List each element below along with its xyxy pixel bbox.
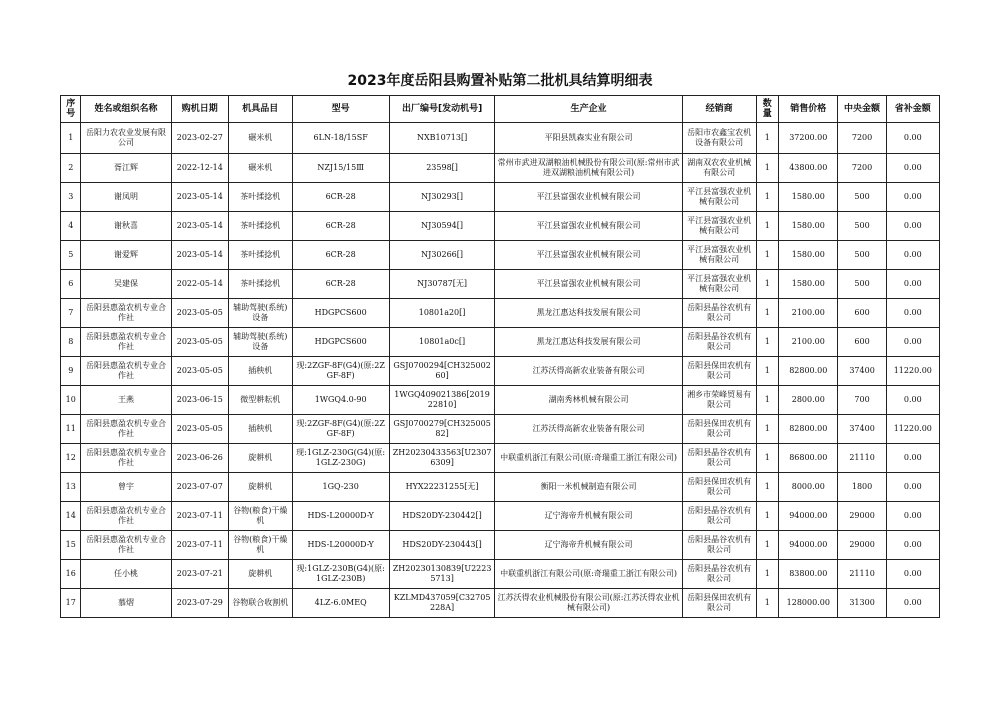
cell-sale-price: 83800.00 xyxy=(779,560,838,589)
cell-serial-number: NXB10713[] xyxy=(389,123,495,154)
cell-name: 曾宇 xyxy=(81,473,171,502)
cell-machine-category: 茶叶揉捻机 xyxy=(228,183,292,212)
cell-provincial-subsidy: 0.00 xyxy=(886,589,939,618)
cell-name: 岳阳县惠盈农机专业合作社 xyxy=(81,531,171,560)
cell-purchase-date: 2023-05-14 xyxy=(171,212,228,241)
cell-serial-number: 1WGQ409021386[201922810] xyxy=(389,386,495,415)
cell-provincial-subsidy: 11220.00 xyxy=(886,357,939,386)
cell-provincial-subsidy: 0.00 xyxy=(886,502,939,531)
cell-provincial-subsidy: 0.00 xyxy=(886,444,939,473)
cell-purchase-date: 2023-07-21 xyxy=(171,560,228,589)
cell-purchase-date: 2023-06-15 xyxy=(171,386,228,415)
cell-machine-category: 谷物(粮食)干燥机 xyxy=(228,502,292,531)
cell-name: 任小桃 xyxy=(81,560,171,589)
cell-serial-number: HDS20DY-230442[] xyxy=(389,502,495,531)
cell-central-subsidy: 600 xyxy=(838,299,886,328)
cell-quantity: 1 xyxy=(756,241,779,270)
cell-manufacturer: 江苏沃得农业机械股份有限公司(原:江苏沃得农业机械有限公司) xyxy=(495,589,682,618)
cell-manufacturer: 中联重机浙江有限公司(原:奇瑞重工浙江有限公司) xyxy=(495,444,682,473)
cell-serial-number: GSJ0700294[CH32500260] xyxy=(389,357,495,386)
cell-name: 岳阳县惠盈农机专业合作社 xyxy=(81,502,171,531)
table-row xyxy=(61,270,940,299)
cell-index: 8 xyxy=(61,328,81,357)
cell-serial-number: 23598[] xyxy=(389,154,495,183)
header-serial-number: 出厂编号[发动机号] xyxy=(389,96,495,123)
page-title: 2023年度岳阳县购置补贴第二批机具结算明细表 xyxy=(347,73,653,89)
cell-dealer: 平江县富强农业机械有限公司 xyxy=(682,241,756,270)
cell-sale-price: 82800.00 xyxy=(779,415,838,444)
cell-purchase-date: 2023-05-05 xyxy=(171,328,228,357)
cell-index: 13 xyxy=(61,473,81,502)
cell-dealer: 岳阳县晶谷农机有限公司 xyxy=(682,502,756,531)
cell-index: 5 xyxy=(61,241,81,270)
cell-central-subsidy: 21110 xyxy=(838,444,886,473)
cell-purchase-date: 2023-05-14 xyxy=(171,183,228,212)
cell-purchase-date: 2023-07-11 xyxy=(171,531,228,560)
cell-name: 王燕 xyxy=(81,386,171,415)
cell-machine-category: 插秧机 xyxy=(228,415,292,444)
header-machine-category: 机具品目 xyxy=(228,96,292,123)
cell-dealer: 岳阳县保田农机有限公司 xyxy=(682,357,756,386)
cell-quantity: 1 xyxy=(756,531,779,560)
cell-purchase-date: 2023-07-29 xyxy=(171,589,228,618)
cell-purchase-date: 2023-07-07 xyxy=(171,473,228,502)
cell-index: 17 xyxy=(61,589,81,618)
cell-index: 4 xyxy=(61,212,81,241)
cell-provincial-subsidy: 0.00 xyxy=(886,531,939,560)
cell-index: 9 xyxy=(61,357,81,386)
table-row xyxy=(61,241,940,270)
cell-sale-price: 2800.00 xyxy=(779,386,838,415)
cell-central-subsidy: 37400 xyxy=(838,415,886,444)
cell-manufacturer: 黑龙江惠达科技发展有限公司 xyxy=(495,299,682,328)
cell-manufacturer: 湖南秀林机械有限公司 xyxy=(495,386,682,415)
cell-name: 谢秋喜 xyxy=(81,212,171,241)
table-row xyxy=(61,531,940,560)
cell-serial-number: ZH20230130839[U22235713] xyxy=(389,560,495,589)
cell-sale-price: 86800.00 xyxy=(779,444,838,473)
cell-machine-category: 微型耕耘机 xyxy=(228,386,292,415)
cell-sale-price: 128000.00 xyxy=(779,589,838,618)
cell-serial-number: 10801a20[] xyxy=(389,299,495,328)
cell-manufacturer: 平江县富强农业机械有限公司 xyxy=(495,183,682,212)
header-manufacturer: 生产企业 xyxy=(495,96,682,123)
cell-dealer: 平江县富强农业机械有限公司 xyxy=(682,270,756,299)
table-row xyxy=(61,502,940,531)
cell-quantity: 1 xyxy=(756,560,779,589)
cell-manufacturer: 平阳县凯森实业有限公司 xyxy=(495,123,682,154)
cell-sale-price: 1580.00 xyxy=(779,212,838,241)
cell-model: 6CR-28 xyxy=(292,183,389,212)
cell-dealer: 岳阳市农鑫宝农机设备有限公司 xyxy=(682,123,756,154)
cell-machine-category: 旋耕机 xyxy=(228,560,292,589)
cell-quantity: 1 xyxy=(756,212,779,241)
cell-provincial-subsidy: 0.00 xyxy=(886,154,939,183)
cell-provincial-subsidy: 0.00 xyxy=(886,241,939,270)
cell-sale-price: 82800.00 xyxy=(779,357,838,386)
header-dealer: 经销商 xyxy=(682,96,756,123)
cell-manufacturer: 黑龙江惠达科技发展有限公司 xyxy=(495,328,682,357)
cell-central-subsidy: 500 xyxy=(838,183,886,212)
cell-dealer: 岳阳县保田农机有限公司 xyxy=(682,589,756,618)
cell-sale-price: 94000.00 xyxy=(779,531,838,560)
cell-model: HDGPCS600 xyxy=(292,328,389,357)
cell-serial-number: KZLMD437059[C32705228A] xyxy=(389,589,495,618)
cell-dealer: 岳阳县晶谷农机有限公司 xyxy=(682,531,756,560)
cell-index: 2 xyxy=(61,154,81,183)
cell-sale-price: 94000.00 xyxy=(779,502,838,531)
cell-index: 6 xyxy=(61,270,81,299)
cell-quantity: 1 xyxy=(756,123,779,154)
cell-central-subsidy: 7200 xyxy=(838,154,886,183)
cell-sale-price: 1580.00 xyxy=(779,183,838,212)
cell-sale-price: 43800.00 xyxy=(779,154,838,183)
cell-model: 6LN-18/15SF xyxy=(292,123,389,154)
cell-purchase-date: 2023-05-05 xyxy=(171,357,228,386)
cell-serial-number: NJ30293[] xyxy=(389,183,495,212)
cell-machine-category: 谷物(粮食)干燥机 xyxy=(228,531,292,560)
cell-quantity: 1 xyxy=(756,299,779,328)
cell-serial-number: NJ30594[] xyxy=(389,212,495,241)
cell-model: NZJ15/15Ⅲ xyxy=(292,154,389,183)
cell-dealer: 岳阳县晶谷农机有限公司 xyxy=(682,444,756,473)
cell-provincial-subsidy: 0.00 xyxy=(886,212,939,241)
cell-machine-category: 旋耕机 xyxy=(228,444,292,473)
cell-model: 6CR-28 xyxy=(292,241,389,270)
header-index: 序号 xyxy=(61,96,81,123)
table-row xyxy=(61,589,940,618)
cell-quantity: 1 xyxy=(756,386,779,415)
cell-index: 7 xyxy=(61,299,81,328)
table-row xyxy=(61,473,940,502)
cell-purchase-date: 2023-05-14 xyxy=(171,241,228,270)
cell-name: 岳阳县惠盈农机专业合作社 xyxy=(81,444,171,473)
cell-purchase-date: 2022-12-14 xyxy=(171,154,228,183)
table-row xyxy=(61,123,940,154)
cell-central-subsidy: 600 xyxy=(838,328,886,357)
header-name: 姓名或组织名称 xyxy=(81,96,171,123)
cell-provincial-subsidy: 0.00 xyxy=(886,473,939,502)
cell-model: 6CR-28 xyxy=(292,212,389,241)
cell-machine-category: 插秧机 xyxy=(228,357,292,386)
cell-manufacturer: 辽宁海帝升机械有限公司 xyxy=(495,502,682,531)
cell-central-subsidy: 1800 xyxy=(838,473,886,502)
cell-index: 15 xyxy=(61,531,81,560)
cell-central-subsidy: 700 xyxy=(838,386,886,415)
cell-machine-category: 辅助驾驶(系统)设备 xyxy=(228,299,292,328)
cell-provincial-subsidy: 0.00 xyxy=(886,328,939,357)
cell-name: 岳阳力农农业发展有限公司 xyxy=(81,123,171,154)
cell-quantity: 1 xyxy=(756,357,779,386)
cell-model: 现:1GLZ-230G(G4)(原:1GLZ-230G) xyxy=(292,444,389,473)
cell-manufacturer: 江苏沃得高新农业装备有限公司 xyxy=(495,357,682,386)
cell-manufacturer: 常州市武进双湖粮油机械股份有限公司(原:常州市武进双湖粮油机械有限公司) xyxy=(495,154,682,183)
header-quantity: 数量 xyxy=(756,96,779,123)
cell-model: 现:2ZGF-8F(G4)(原:2ZGF-8F) xyxy=(292,357,389,386)
cell-model: 现:1GLZ-230B(G4)(原:1GLZ-230B) xyxy=(292,560,389,589)
cell-dealer: 岳阳县保田农机有限公司 xyxy=(682,473,756,502)
cell-sale-price: 8000.00 xyxy=(779,473,838,502)
table-row xyxy=(61,154,940,183)
cell-name: 吴建保 xyxy=(81,270,171,299)
cell-manufacturer: 中联重机浙江有限公司(原:奇瑞重工浙江有限公司) xyxy=(495,560,682,589)
cell-name: 谢爱辉 xyxy=(81,241,171,270)
header-model: 型号 xyxy=(292,96,389,123)
cell-central-subsidy: 7200 xyxy=(838,123,886,154)
cell-dealer: 岳阳县晶谷农机有限公司 xyxy=(682,560,756,589)
cell-quantity: 1 xyxy=(756,589,779,618)
cell-model: 6CR-28 xyxy=(292,270,389,299)
cell-provincial-subsidy: 0.00 xyxy=(886,123,939,154)
cell-model: HDGPCS600 xyxy=(292,299,389,328)
cell-sale-price: 1580.00 xyxy=(779,270,838,299)
cell-sale-price: 2100.00 xyxy=(779,299,838,328)
cell-central-subsidy: 21110 xyxy=(838,560,886,589)
settlement-table xyxy=(60,95,940,618)
cell-model: HDS-L20000D-Y xyxy=(292,502,389,531)
cell-name: 岳阳县惠盈农机专业合作社 xyxy=(81,415,171,444)
table-row xyxy=(61,357,940,386)
cell-quantity: 1 xyxy=(756,154,779,183)
cell-name: 岳阳县惠盈农机专业合作社 xyxy=(81,328,171,357)
cell-dealer: 湘乡市荣峰贸易有限公司 xyxy=(682,386,756,415)
cell-index: 14 xyxy=(61,502,81,531)
header-central-subsidy: 中央金额 xyxy=(838,96,886,123)
cell-provincial-subsidy: 0.00 xyxy=(886,386,939,415)
cell-provincial-subsidy: 0.00 xyxy=(886,560,939,589)
cell-machine-category: 茶叶揉捻机 xyxy=(228,241,292,270)
cell-name: 慕熠 xyxy=(81,589,171,618)
cell-serial-number: 10801a0c[] xyxy=(389,328,495,357)
cell-model: HDS-L20000D-Y xyxy=(292,531,389,560)
cell-serial-number: NJ30266[] xyxy=(389,241,495,270)
cell-index: 3 xyxy=(61,183,81,212)
cell-index: 12 xyxy=(61,444,81,473)
cell-provincial-subsidy: 0.00 xyxy=(886,270,939,299)
cell-name: 岳阳县惠盈农机专业合作社 xyxy=(81,299,171,328)
cell-quantity: 1 xyxy=(756,183,779,212)
cell-machine-category: 辅助驾驶(系统)设备 xyxy=(228,328,292,357)
cell-sale-price: 37200.00 xyxy=(779,123,838,154)
cell-quantity: 1 xyxy=(756,270,779,299)
cell-provincial-subsidy: 0.00 xyxy=(886,299,939,328)
header-purchase-date: 购机日期 xyxy=(171,96,228,123)
cell-machine-category: 旋耕机 xyxy=(228,473,292,502)
table-row xyxy=(61,415,940,444)
cell-dealer: 平江县富强农业机械有限公司 xyxy=(682,212,756,241)
table-row xyxy=(61,299,940,328)
cell-index: 1 xyxy=(61,123,81,154)
cell-quantity: 1 xyxy=(756,328,779,357)
cell-manufacturer: 平江县富强农业机械有限公司 xyxy=(495,270,682,299)
cell-manufacturer: 平江县富强农业机械有限公司 xyxy=(495,212,682,241)
cell-central-subsidy: 500 xyxy=(838,212,886,241)
table-row xyxy=(61,444,940,473)
cell-manufacturer: 衡阳一米机械制造有限公司 xyxy=(495,473,682,502)
header-sale-price: 销售价格 xyxy=(779,96,838,123)
table-header-row xyxy=(61,96,940,123)
cell-central-subsidy: 500 xyxy=(838,270,886,299)
cell-quantity: 1 xyxy=(756,444,779,473)
cell-purchase-date: 2023-07-11 xyxy=(171,502,228,531)
cell-machine-category: 碾米机 xyxy=(228,154,292,183)
table-row xyxy=(61,560,940,589)
cell-model: 4LZ-6.0MEQ xyxy=(292,589,389,618)
cell-machine-category: 茶叶揉捻机 xyxy=(228,212,292,241)
cell-serial-number: GSJ0700279[CH32500582] xyxy=(389,415,495,444)
cell-sale-price: 1580.00 xyxy=(779,241,838,270)
cell-purchase-date: 2023-05-05 xyxy=(171,415,228,444)
cell-machine-category: 碾米机 xyxy=(228,123,292,154)
cell-purchase-date: 2023-05-05 xyxy=(171,299,228,328)
cell-sale-price: 2100.00 xyxy=(779,328,838,357)
table-row xyxy=(61,328,940,357)
cell-serial-number: ZH20230433563[U23076309] xyxy=(389,444,495,473)
cell-quantity: 1 xyxy=(756,415,779,444)
cell-provincial-subsidy: 0.00 xyxy=(886,183,939,212)
cell-machine-category: 谷物联合收割机 xyxy=(228,589,292,618)
cell-index: 16 xyxy=(61,560,81,589)
cell-central-subsidy: 31300 xyxy=(838,589,886,618)
cell-central-subsidy: 29000 xyxy=(838,531,886,560)
cell-manufacturer: 辽宁海帝升机械有限公司 xyxy=(495,531,682,560)
cell-manufacturer: 平江县富强农业机械有限公司 xyxy=(495,241,682,270)
table-row xyxy=(61,386,940,415)
cell-provincial-subsidy: 11220.00 xyxy=(886,415,939,444)
cell-dealer: 岳阳县晶谷农机有限公司 xyxy=(682,299,756,328)
cell-manufacturer: 江苏沃得高新农业装备有限公司 xyxy=(495,415,682,444)
table-row xyxy=(61,183,940,212)
cell-name: 胥江辉 xyxy=(81,154,171,183)
cell-dealer: 岳阳县晶谷农机有限公司 xyxy=(682,328,756,357)
cell-serial-number: HDS20DY-230443[] xyxy=(389,531,495,560)
cell-purchase-date: 2023-06-26 xyxy=(171,444,228,473)
cell-central-subsidy: 29000 xyxy=(838,502,886,531)
cell-purchase-date: 2022-05-14 xyxy=(171,270,228,299)
cell-dealer: 岳阳县保田农机有限公司 xyxy=(682,415,756,444)
cell-dealer: 湖南双农农业机械有限公司 xyxy=(682,154,756,183)
cell-quantity: 1 xyxy=(756,473,779,502)
cell-serial-number: HYX22231255[无] xyxy=(389,473,495,502)
cell-model: 1GQ-230 xyxy=(292,473,389,502)
cell-model: 现:2ZGF-8F(G4)(原:2ZGF-8F) xyxy=(292,415,389,444)
table-row xyxy=(61,212,940,241)
cell-central-subsidy: 37400 xyxy=(838,357,886,386)
cell-name: 岳阳县惠盈农机专业合作社 xyxy=(81,357,171,386)
cell-dealer: 平江县富强农业机械有限公司 xyxy=(682,183,756,212)
cell-quantity: 1 xyxy=(756,502,779,531)
cell-index: 10 xyxy=(61,386,81,415)
cell-model: 1WGQ4.0-90 xyxy=(292,386,389,415)
cell-machine-category: 茶叶揉捻机 xyxy=(228,270,292,299)
cell-purchase-date: 2023-02-27 xyxy=(171,123,228,154)
cell-name: 谢凤明 xyxy=(81,183,171,212)
cell-serial-number: NJ30787[无] xyxy=(389,270,495,299)
header-provincial-subsidy: 省补金额 xyxy=(886,96,939,123)
cell-central-subsidy: 500 xyxy=(838,241,886,270)
cell-index: 11 xyxy=(61,415,81,444)
